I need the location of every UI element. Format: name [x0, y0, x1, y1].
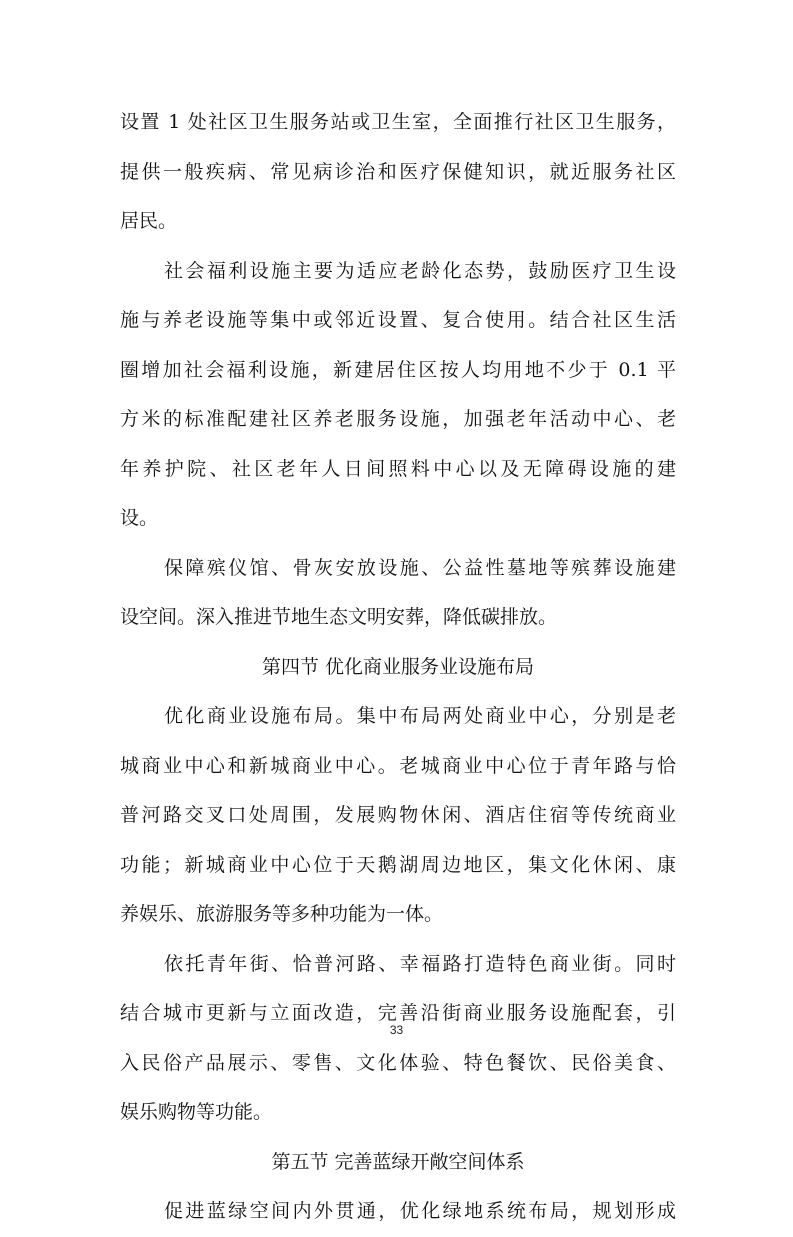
text-line: 依托青年街、恰普河路、幸福路打造特色商业街。同时: [164, 952, 676, 975]
text-line: 促进蓝绿空间内外贯通，优化绿地系统布局，规划形成: [164, 1200, 676, 1222]
text-line: 优化商业设施布局。集中布局两处商业中心，分别是老: [164, 705, 676, 727]
section-heading-green-space: 第五节 完善蓝绿开敞空间体系: [271, 1150, 525, 1173]
text-line: 保障殡仪馆、骨灰安放设施、公益性墓地等殡葬设施建: [164, 556, 676, 579]
paragraph-commercial-layout: [120, 692, 676, 940]
page-number: 33: [389, 1023, 404, 1037]
paragraph-commercial-streets: [120, 940, 676, 1138]
text-line: 年养护院、社区老年人日间照料中心以及无障碍设施的建: [120, 457, 676, 480]
text-line: 居民。: [120, 210, 178, 232]
text-line: 社会福利设施主要为适应老龄化态势，鼓励医疗卫生设: [164, 259, 676, 282]
text-line: 圈增加社会福利设施，新建居住区按人均用地不少于 0.1 平: [120, 358, 676, 381]
text-line: 提供一般疾病、常见病诊治和医疗保健知识，就近服务社区: [120, 160, 676, 183]
section-heading-commercial: 第四节 优化商业服务业设施布局: [261, 655, 535, 678]
text-line: 娱乐购物等功能。: [120, 1101, 273, 1123]
text-line: 结合城市更新与立面改造，完善沿街商业服务设施配套，引: [120, 1002, 676, 1024]
text-line: 设置 1 处社区卫生服务站或卫生室，全面推行社区卫生服务，: [120, 111, 676, 133]
paragraph-social-welfare: [120, 247, 676, 544]
paragraph-green-space: [120, 1187, 676, 1237]
text-line: 入民俗产品展示、零售、文化体验、特色餐饮、民俗美食、: [120, 1051, 676, 1074]
document-body: [120, 98, 676, 1237]
text-line: 普河路交叉口处周围，发展购物休闲、酒店住宿等传统商业: [120, 804, 676, 826]
paragraph-community-health: [120, 98, 676, 247]
text-line: 功能；新城商业中心位于天鹅湖周边地区，集文化休闲、康: [120, 853, 676, 876]
text-line: 城商业中心和新城商业中心。老城商业中心位于青年路与恰: [120, 754, 676, 777]
text-line: 设空间。深入推进节地生态文明安葬，降低碳排放。: [120, 606, 558, 628]
text-line: 养娱乐、旅游服务等多种功能为一体。: [120, 903, 444, 925]
text-line: 施与养老设施等集中或邻近设置、复合使用。结合社区生活: [120, 309, 676, 331]
text-line: 设。: [120, 507, 159, 529]
text-line: 方米的标准配建社区养老服务设施，加强老年活动中心、老: [120, 408, 676, 430]
paragraph-funeral-facilities: [120, 544, 676, 643]
